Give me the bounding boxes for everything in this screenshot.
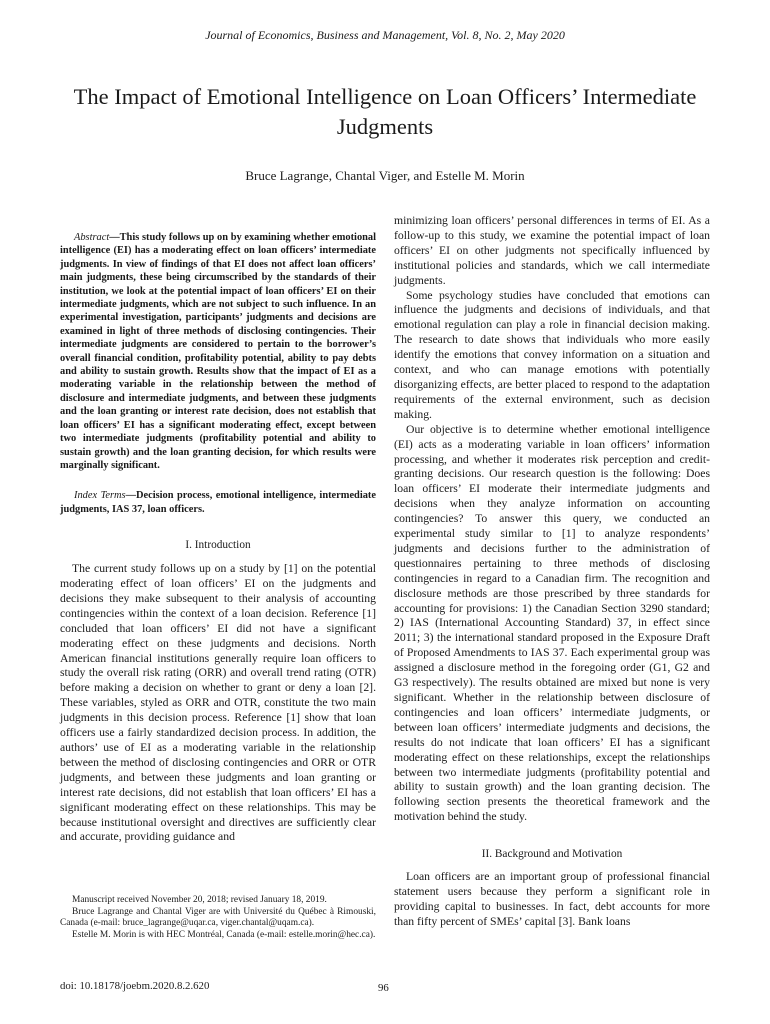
abstract-text: This study follows up on by examining whether emotional intelligence (EI) has a moderating effect on loan officers’ intermediate judgments. In view of findings of that EI does not affect loan officers’ main judgments, these being circumscribed by the standards of their institution, we look at the potential impact of loan officers’ EI on their intermediate judgments, which are not subject to such influence. In an experimental investigation, participants’ judgments and decisions are examined in light of three methods of disclosing contingencies. Their intermediate judgments are considered to pertain to the borrower’s overall financial condition, profitability potential, ability to pay debts and ability to sustain growth. Results show that the impact of EI as a moderating variable in the relationship between the method of disclosure and intermediate judgments, and between these judgments and the loan granting or interest rate decision, does not establish that loan officers’ EI has a significant moderating effect, except between two intermediate judgments (profitability potential and ability to sustain growth) and the loan granting decision, for which results were marginally significant. [60, 232, 376, 471]
index-terms-dash: — [125, 490, 136, 502]
background-paragraph-1: Loan officers are an important group of professional financial statement users because they perform a significant role in providing capital to businesses. In fact, debt accounts for more than fifty percent of SMEs’ capital [3]. Bank loans [394, 870, 710, 928]
paper-title: The Impact of Emotional Intelligence on Loan Officers’ Intermediate Judgments [73, 84, 697, 139]
paper-authors: Bruce Lagrange, Chantal Viger, and Estelle M. Morin [245, 168, 525, 183]
right-paragraph-3: Our objective is to determine whether emotional intelligence (EI) acts as a moderating variable in loan officers’ information processing, and whether it moderates risk perception and credit-granting decisions. Our research question is the following: Does loan officers’ EI moderate their intermediate judgments and decisions when they analyze information on accounting contingencies? To answer this query, we conducted an experimental study similar to [1] to analyze respondents’ judgments and decisions further to the administration of questionnaires pertaining to three methods of disclosing contingencies in regard to a Canadian firm. The recognition and disclosure methods are those prescribed by three standards for accounting for provisions: 1) the Canadian Section 3290 standard; 2) IAS (International Accounting Standard) 37, in effect since 2011; 3) the international standard proposed in the Exposure Draft of Proposed Amendments to IAS 37. Each experimental group was assigned a disclosure method in the foregoing order (G1, G2 and G3 respectively). The results obtained are mixed but none is very significant. Whether in the relationship between disclosure of contingencies and loan officers’ intermediate judgments, or between loan officers’ intermediate judgments and decisions, the results do not indicate that loan officers’ EI has a significant moderating effect on these relationships, except the relationships between two intermediate judgments (profitability potential and ability to sustain growth) and the loan granting decision. The following section presents the theoretical framework and the motivation behind the study. [394, 422, 710, 824]
intro-paragraph-1: The current study follows up on a study by [1] on the potential moderating effect of loan officers’ EI on the judgments and decisions they make subsequent to their analysis of accounting contingencies within the context of a loan decision. Reference [1] concluded that loan officers’ EI did not have a significant moderating effect on these judgments and decisions. North American financial institutions generally require loan officers to study the overall risk rating (ORR) and overall trend rating (OTR) before making a decision on whether to grant or deny a loan [2]. These variables, styled as ORR and OTR, constitute the two main judgments in this decision process. Reference [1] show that loan officers use a fairly standardized decision process. In addition, the authors’ use of EI as a moderating variable in the relationship between the method of disclosing contingencies and ORR or OTR judgments, and between these judgments and loan granting or interest rate decisions, did not establish that loan officers’ EI has a significant moderating effect on these relationships. This may be because institutional oversight and directives are sufficiently clear and accurate, providing guidance and [60, 562, 376, 844]
footnote-affiliation-1: Bruce Lagrange and Chantal Viger are with Université du Québec à Rimouski, Canada (e-mail: bruce_lagrange@uqar.ca, viger.chantal@uqam.ca). [60, 906, 376, 929]
section-heading-introduction: I. Introduction [185, 539, 251, 552]
index-terms-label: Index Terms [74, 490, 126, 502]
journal-header: Journal of Economics, Business and Management, Vol. 8, No. 2, May 2020 [205, 28, 565, 42]
footnote-received: Manuscript received November 20, 2018; revised January 18, 2019. [72, 895, 327, 905]
doi: doi: 10.18178/joebm.2020.8.2.620 [60, 980, 210, 992]
footnote-affiliation-2: Estelle M. Morin is with HEC Montréal, Canada (e-mail: estelle.morin@hec.ca). [72, 929, 376, 940]
right-column [394, 214, 710, 930]
footnotes [60, 895, 376, 941]
index-terms-text: Decision process, emotional intelligence, intermediate judgments, IAS 37, loan officers. [60, 490, 376, 515]
index-terms [60, 489, 376, 516]
section-heading-background: II. Background and Motivation [481, 848, 623, 861]
abstract-label: Abstract [74, 232, 110, 243]
page-number: 96 [378, 982, 389, 994]
abstract-dash: — [109, 232, 120, 243]
left-column [60, 231, 376, 845]
abstract [60, 231, 376, 472]
right-paragraph-1: minimizing loan officers’ personal differences in terms of EI. As a follow-up to this study, we examine the potential impact of loan officers’ EI on other judgments not specifically influenced by institutional policies and standards, which we call intermediate judgments. [394, 214, 710, 287]
right-paragraph-2: Some psychology studies have concluded that emotions can influence the judgments and decisions of individuals, and that emotional regulation can play a role in financial decision making. The research to date shows that individuals who more easily identify the emotions that convey information on a situation and context, and who can manage emotions with potentially disorganizing effects, are better placed to respond to the adaptation requirements of the external environment, such as decision making. [394, 288, 710, 421]
